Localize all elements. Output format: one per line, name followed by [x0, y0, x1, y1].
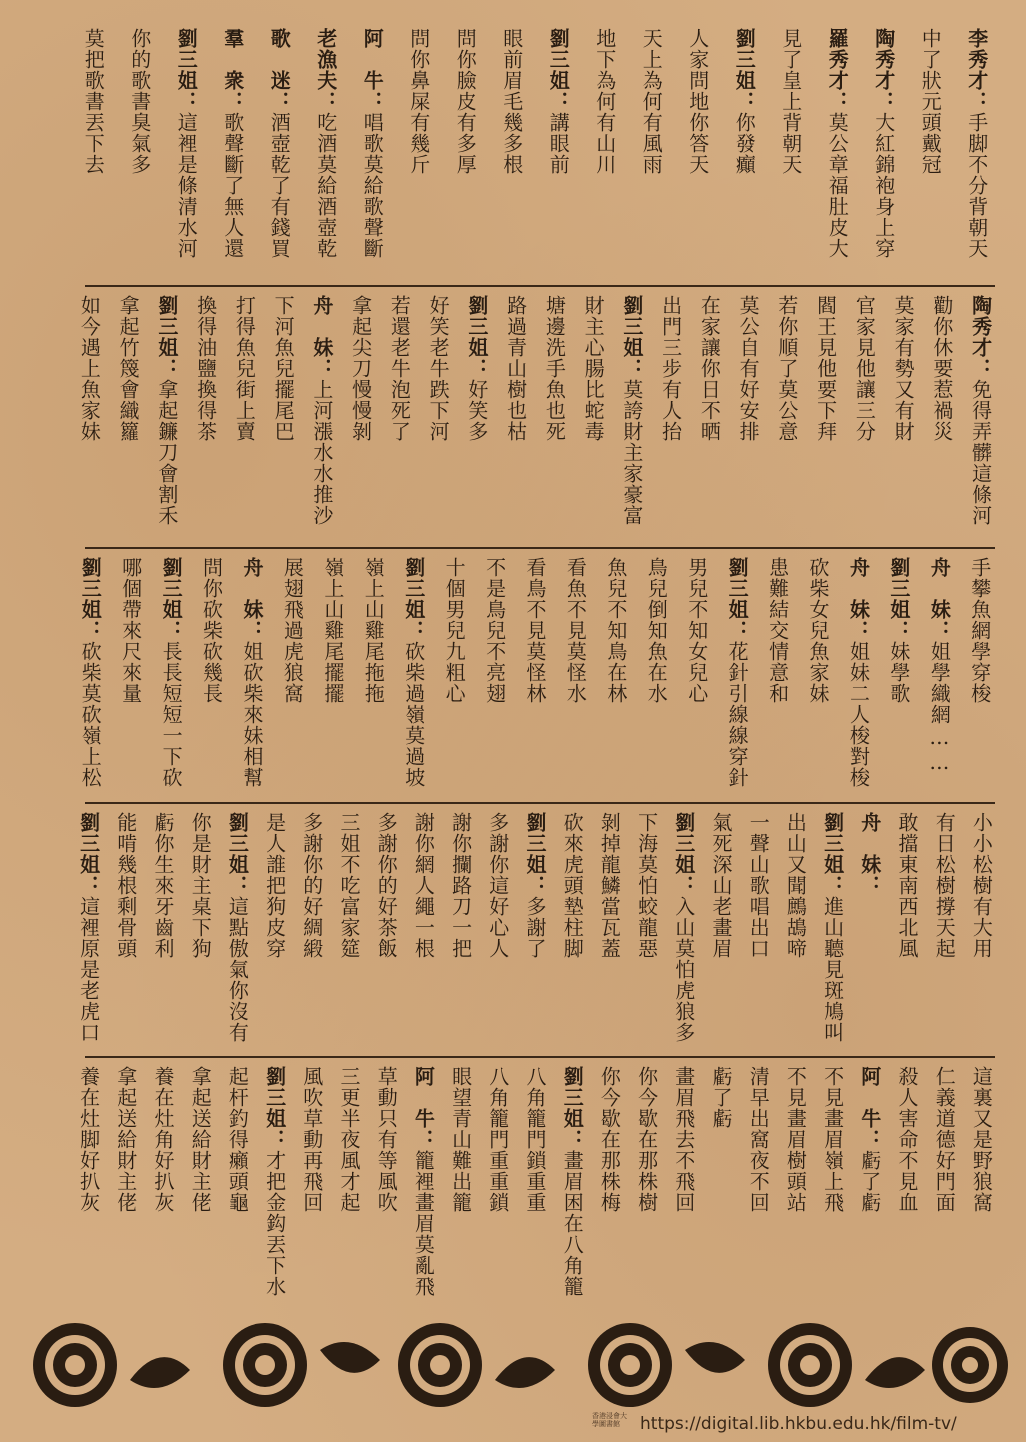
script-column	[967, 812, 995, 959]
lyric-line: 養在灶角好扒灰	[151, 1066, 175, 1213]
lyric-line: 若還老牛泡死了	[387, 295, 412, 442]
divider-3	[85, 802, 995, 804]
lyric-line: 若你順了莫公意	[774, 295, 799, 442]
lyric-line: 不是鳥兒不亮翅	[482, 557, 507, 704]
script-column	[335, 812, 363, 959]
script-column	[819, 812, 847, 1043]
lyric-line: 哪個帶來尺來量	[118, 557, 143, 704]
script-column	[781, 812, 809, 959]
lyric-line: 三姐不吃富家筵	[337, 812, 361, 959]
lyric-line: 男兒不知女兒心	[684, 557, 709, 704]
script-column	[278, 557, 306, 704]
script-column	[764, 557, 792, 704]
lyric-line: 好笑老牛跌下河	[426, 295, 451, 442]
script-column	[75, 295, 103, 442]
divider-4	[85, 1056, 995, 1058]
script-column	[781, 1066, 809, 1213]
script-column	[707, 1066, 735, 1129]
lyric-line: 這裡是條清水河	[174, 112, 199, 259]
speaker-name: 劉三姐：	[886, 557, 911, 641]
script-column	[707, 812, 735, 959]
lyric-line: 手脚不分背朝天	[964, 112, 989, 259]
script-column	[117, 557, 145, 704]
lyric-line: 魚兒不知鳥在林	[603, 557, 628, 704]
lyric-line: 這點傲氣你沒有	[225, 896, 250, 1043]
lyric-line: 這裡原是老虎口	[76, 896, 101, 1043]
script-column	[723, 557, 751, 788]
lyric-line: 是人誰把狗皮穿	[262, 812, 287, 959]
lyric-line: 人家問地你答天	[685, 28, 710, 175]
lyric-line: 十個男兒九粗心	[442, 557, 467, 704]
lyric-line: 中了狀元頭戴冠	[918, 28, 943, 175]
lyric-line: 看魚不見莫怪水	[563, 557, 588, 704]
script-column	[484, 812, 512, 959]
script-column	[916, 28, 944, 175]
lyric-line: 籠裡畫眉莫亂飛	[411, 1150, 436, 1297]
lyric-line: 塘邊洗手魚也死	[542, 295, 567, 442]
script-column	[265, 28, 293, 259]
lyric-line: 姐學織網……	[927, 641, 952, 775]
lyric-line: 唱歌莫給歌聲斷	[360, 112, 385, 259]
lyric-line: 眼望青山難出籠	[448, 1066, 473, 1213]
speaker-name: 劉三姐：	[732, 28, 757, 112]
flower-border-ornament	[20, 1310, 1010, 1420]
lyric-line: 眼前眉毛幾多根	[499, 28, 524, 175]
lyric-line: 展翅飛過虎狼窩	[280, 557, 305, 704]
lyric-line: 官家見他讓三分	[852, 295, 877, 442]
script-column	[405, 28, 433, 175]
lyric-line: 財主心腸比蛇毒	[581, 295, 606, 442]
script-column	[112, 812, 140, 959]
script-column	[930, 812, 958, 959]
lyric-line: 問你臉皮有多厚	[453, 28, 478, 175]
speaker-name: 劉三姐：	[262, 1066, 287, 1150]
speaker-name: 歌 迷：	[267, 28, 292, 112]
speaker-name: 劉三姐：	[174, 28, 199, 112]
script-column	[967, 295, 995, 526]
speaker-name: 李秀才：	[964, 28, 989, 112]
script-column	[963, 28, 991, 259]
lyric-line: 莫公自有好安排	[736, 295, 761, 442]
lyric-line: 有日松樹撐天起	[932, 812, 957, 959]
speaker-name: 劉三姐：	[78, 557, 103, 641]
lyric-line: 你今歇在那株樹	[634, 1066, 659, 1213]
speaker-name: 劉三姐：	[225, 812, 250, 896]
script-column	[358, 28, 386, 259]
script-column	[819, 1066, 847, 1213]
script-column	[76, 557, 104, 788]
lyric-line: 看鳥不見莫怪林	[523, 557, 547, 704]
script-column	[347, 295, 375, 442]
script-column	[372, 812, 400, 959]
speaker-name: 陶秀才：	[871, 28, 896, 112]
script-column	[602, 557, 630, 704]
script-column	[591, 28, 619, 175]
lyric-line: 能啃幾根剩骨頭	[113, 812, 138, 959]
speaker-name: 劉三姐：	[560, 1066, 585, 1150]
script-column	[670, 812, 698, 1043]
lyric-line: 吃酒莫給酒壺乾	[313, 112, 338, 259]
speaker-name: 劉三姐：	[76, 812, 101, 896]
script-column	[657, 295, 685, 442]
lyric-line: 八角籠門鎖重重	[523, 1066, 547, 1213]
speaker-name: 舟 妹：	[239, 557, 264, 641]
script-column	[451, 28, 479, 175]
script-column	[930, 1066, 958, 1213]
script-column	[558, 1066, 586, 1297]
lyric-line: 謝你網人繩一根	[411, 812, 436, 959]
lyric-line: 拿起送給財主佬	[188, 1066, 213, 1213]
script-column	[481, 557, 509, 704]
lyric-line: 見了皇上背朝天	[778, 28, 803, 175]
lyric-line: 鳥兒倒知魚在水	[644, 557, 669, 704]
speaker-name: 阿 牛：	[857, 1066, 882, 1150]
lyric-line: 畫眉困在八角籠	[560, 1150, 585, 1297]
script-column	[777, 28, 805, 175]
lyric-line: 地下為何有山川	[592, 28, 617, 175]
lyric-line: 起杆釣得癩頭龜	[225, 1066, 250, 1213]
lyric-line: 上河漲水水推沙	[309, 379, 334, 526]
lyric-line: 歌聲斷了無人還	[220, 112, 245, 259]
script-column	[172, 28, 200, 259]
script-column	[261, 812, 289, 959]
script-column	[335, 1066, 363, 1213]
script-column	[223, 1066, 251, 1213]
script-column	[823, 28, 851, 259]
lyric-line: 拿起竹篾會織籮	[116, 295, 141, 442]
lyric-line: 莫誇財主家豪富	[619, 379, 644, 526]
script-column	[447, 812, 475, 959]
script-column	[637, 28, 665, 175]
script-column	[75, 1066, 103, 1213]
script-column	[579, 295, 607, 442]
lyric-line: 敢擋東南西北風	[895, 812, 919, 959]
script-column	[844, 557, 872, 788]
speaker-name: 劉三姐：	[820, 812, 845, 896]
lyric-line: 手攀魚網學穿梭	[967, 557, 992, 704]
lyric-line: 嶺上山雞尾拖拖	[361, 557, 386, 704]
script-column	[298, 1066, 326, 1213]
script-column	[928, 295, 956, 442]
script-column	[967, 1066, 995, 1213]
script-column	[744, 812, 772, 959]
speaker-name: 舟 妹：	[846, 557, 871, 641]
lyric-line: 你是財主桌下狗	[188, 812, 213, 959]
lyric-line: 莫公章福肚皮大	[825, 112, 850, 259]
speaker-name: 羅秀才：	[825, 28, 850, 112]
lyric-line: 下海莫怕蛟龍惡	[634, 812, 659, 959]
lyric-line: 姐砍柴來妹相幫	[239, 641, 264, 788]
lyric-line: 多謝你這好心人	[485, 812, 510, 959]
band-5	[70, 1066, 1000, 1306]
speaker-name: 陶秀才：	[968, 295, 993, 379]
speaker-name: 劉三姐：	[619, 295, 644, 379]
lyric-line: 妹學歌	[886, 641, 911, 704]
speaker-name: 舟 妹：	[309, 295, 334, 379]
lyric-line: 大紅錦袍身上穿	[871, 112, 896, 259]
lyric-line: 莫家有勢又有財	[891, 295, 916, 442]
library-logo: 香港浸會大學圖書館	[592, 1412, 627, 1428]
lyric-line: 虧了虧	[709, 1066, 733, 1129]
script-column	[856, 812, 884, 896]
script-column	[773, 295, 801, 442]
lyric-line: 氣死深山老畫眉	[709, 812, 733, 959]
script-column	[440, 557, 468, 704]
lyric-line: 你的歌書臭氣多	[127, 28, 152, 175]
script-column	[238, 557, 266, 788]
lyric-line: 天上為何有風雨	[639, 28, 664, 175]
speaker-name: 老漁夫：	[313, 28, 338, 112]
lyric-line: 進山聽見斑鳩叫	[820, 896, 845, 1043]
lyric-line: 換得油鹽換得茶	[193, 295, 218, 442]
script-column	[75, 812, 103, 1043]
lyric-line: 清早出窩夜不回	[746, 1066, 771, 1213]
script-column	[642, 557, 670, 704]
lyric-line: 你今歇在那株梅	[597, 1066, 622, 1213]
script-column	[618, 295, 646, 526]
script-column	[521, 557, 549, 704]
script-column	[893, 812, 921, 959]
script-column	[521, 1066, 549, 1213]
speaker-name: 劉三姐：	[671, 812, 696, 896]
script-column	[683, 557, 711, 704]
script-column	[885, 557, 913, 704]
lyric-line: 你發癲	[732, 112, 757, 175]
lyric-line: 患難結交情意和	[765, 557, 790, 704]
script-column	[447, 1066, 475, 1213]
script-column	[409, 812, 437, 959]
script-column	[298, 812, 326, 959]
speaker-name: 阿 牛：	[411, 1066, 436, 1150]
lyric-line: 問你砍柴砍幾長	[199, 557, 224, 704]
script-column	[308, 295, 336, 526]
script-column	[149, 812, 177, 959]
lyric-line: 養在灶脚好扒灰	[76, 1066, 101, 1213]
lyric-line: 砍柴莫砍嶺上松	[78, 641, 103, 788]
lyric-line: 才把金鈎丟下水	[262, 1150, 287, 1297]
lyric-line: 三更半夜風才起	[337, 1066, 361, 1213]
speaker-name: 劉三姐：	[401, 557, 426, 641]
script-column	[502, 295, 530, 442]
speaker-name: 劉三姐：	[464, 295, 489, 379]
script-column	[149, 1066, 177, 1213]
script-column	[521, 812, 549, 959]
lyric-line: 多謝你的好茶飯	[374, 812, 399, 959]
band-1	[70, 28, 1000, 278]
script-column	[114, 295, 142, 442]
script-column	[261, 1066, 289, 1297]
lyric-line: 下河魚兒擺尾巴	[271, 295, 296, 442]
script-column	[540, 295, 568, 442]
script-column	[850, 295, 878, 442]
script-column	[925, 557, 953, 775]
speaker-name: 舟 妹：	[927, 557, 952, 641]
script-column	[463, 295, 491, 442]
lyric-line: 出山又聞鷓鴣啼	[783, 812, 808, 959]
script-column	[112, 1066, 140, 1213]
script-column	[812, 295, 840, 442]
lyric-line: 免得弄髒這條河	[968, 379, 993, 526]
band-4	[70, 812, 1000, 1052]
lyric-line: 在家讓你日不晒	[697, 295, 722, 442]
lyric-line: 風吹草動再飛回	[299, 1066, 324, 1213]
source-url: https://digital.lib.hkbu.edu.hk/film-tv/	[640, 1414, 957, 1434]
divider-2	[85, 547, 995, 549]
script-column	[79, 28, 107, 175]
script-column	[595, 812, 623, 959]
script-column	[126, 28, 154, 175]
script-column	[198, 557, 226, 704]
lyric-line: 虧你生來牙齒利	[151, 812, 175, 959]
script-column	[186, 812, 214, 959]
script-column	[400, 557, 428, 788]
script-column	[730, 28, 758, 175]
lyric-line: 花針引線線穿針	[725, 641, 750, 788]
lyric-line: 拿起尖刀慢慢剝	[348, 295, 373, 442]
lyric-line: 砍來虎頭墊柱脚	[560, 812, 585, 959]
lyric-line: 剝掉龍鱗當瓦蓋	[597, 812, 622, 959]
lyric-line: 講眼前	[546, 112, 571, 175]
lyric-line: 殺人害命不見血	[895, 1066, 919, 1213]
script-column	[498, 28, 526, 175]
script-column	[319, 557, 347, 704]
lyric-line: 不見畫眉嶺上飛	[820, 1066, 845, 1213]
script-column	[230, 295, 258, 442]
lyric-line: 勸你休要惹禍災	[929, 295, 954, 442]
lyric-line: 謝你攔路刀一把	[448, 812, 473, 959]
script-column	[804, 557, 832, 704]
script-column	[966, 557, 994, 704]
script-column	[372, 1066, 400, 1213]
script-column	[633, 1066, 661, 1213]
script-column	[670, 1066, 698, 1213]
lyric-line: 姐妹二人梭對梭	[846, 641, 871, 788]
script-column	[744, 1066, 772, 1213]
speaker-name: 劉三姐：	[154, 295, 179, 379]
script-column	[684, 28, 712, 175]
speaker-name: 劉三姐：	[725, 557, 750, 641]
script-column	[186, 1066, 214, 1213]
lyric-line: 這裏又是野狼窩	[969, 1066, 994, 1213]
script-column	[269, 295, 297, 442]
speaker-name: 羣 衆：	[220, 28, 245, 112]
lyric-line: 如今遇上魚家妹	[77, 295, 102, 442]
lyric-line: 多謝你的好綢緞	[299, 812, 324, 959]
lyric-line: 閻王見他要下拜	[813, 295, 838, 442]
script-column	[544, 28, 572, 175]
script-column	[157, 557, 185, 788]
lyric-line: 砍柴過嶺莫過坡	[401, 641, 426, 788]
lyric-line: 不見畫眉樹頭站	[783, 1066, 808, 1213]
script-column	[312, 28, 340, 259]
band-3	[70, 557, 1000, 797]
lyric-line: 拿起鐮刀會割禾	[154, 379, 179, 526]
lyric-line: 虧了虧	[857, 1150, 882, 1213]
lyric-line: 好笑多	[464, 379, 489, 442]
divider-1	[85, 285, 995, 287]
lyric-line: 出門三步有人抬	[658, 295, 683, 442]
speaker-name: 劉三姐：	[523, 812, 547, 896]
script-column	[223, 812, 251, 1043]
lyric-line: 草動只有等風吹	[374, 1066, 399, 1213]
lyric-line: 打得魚兒街上賣	[232, 295, 257, 442]
script-column	[192, 295, 220, 442]
script-column	[484, 1066, 512, 1213]
script-column	[219, 28, 247, 259]
lyric-line: 路過青山樹也枯	[503, 295, 528, 442]
script-column	[870, 28, 898, 259]
lyric-line: 長長短短一下砍	[159, 641, 184, 788]
script-column	[409, 1066, 437, 1297]
script-column	[595, 1066, 623, 1213]
script-column	[856, 1066, 884, 1213]
band-2	[70, 295, 1000, 545]
script-column	[359, 557, 387, 704]
lyric-line: 問你鼻屎有幾斤	[406, 28, 431, 175]
lyric-line: 多謝了	[523, 896, 547, 959]
script-column	[695, 295, 723, 442]
lyric-line: 一聲山歌唱出口	[746, 812, 771, 959]
lyric-line: 酒壺乾了有錢買	[267, 112, 292, 259]
lyric-line: 莫把歌書丟下去	[81, 28, 106, 175]
script-column	[893, 1066, 921, 1213]
lyric-line: 畫眉飛去不飛回	[671, 1066, 696, 1213]
lyric-line: 拿起送給財主佬	[113, 1066, 138, 1213]
script-column	[558, 812, 586, 959]
script-column	[734, 295, 762, 442]
lyric-line: 仁義道德好門面	[932, 1066, 957, 1213]
script-column	[385, 295, 413, 442]
script-column	[889, 295, 917, 442]
speaker-name: 劉三姐：	[546, 28, 571, 112]
script-column	[424, 295, 452, 442]
lyric-line: 嶺上山雞尾擺擺	[320, 557, 345, 704]
script-column	[633, 812, 661, 959]
speaker-name: 舟 妹：	[857, 812, 882, 896]
script-column	[561, 557, 589, 704]
speaker-name: 劉三姐：	[159, 557, 184, 641]
lyric-line: 砍柴女兒魚家妹	[806, 557, 831, 704]
script-column	[153, 295, 181, 526]
lyric-line: 八角籠門重重鎖	[485, 1066, 510, 1213]
speaker-name: 阿 牛：	[360, 28, 385, 112]
lyric-line: 小小松樹有大用	[969, 812, 994, 959]
lyric-line: 入山莫怕虎狼多	[671, 896, 696, 1043]
